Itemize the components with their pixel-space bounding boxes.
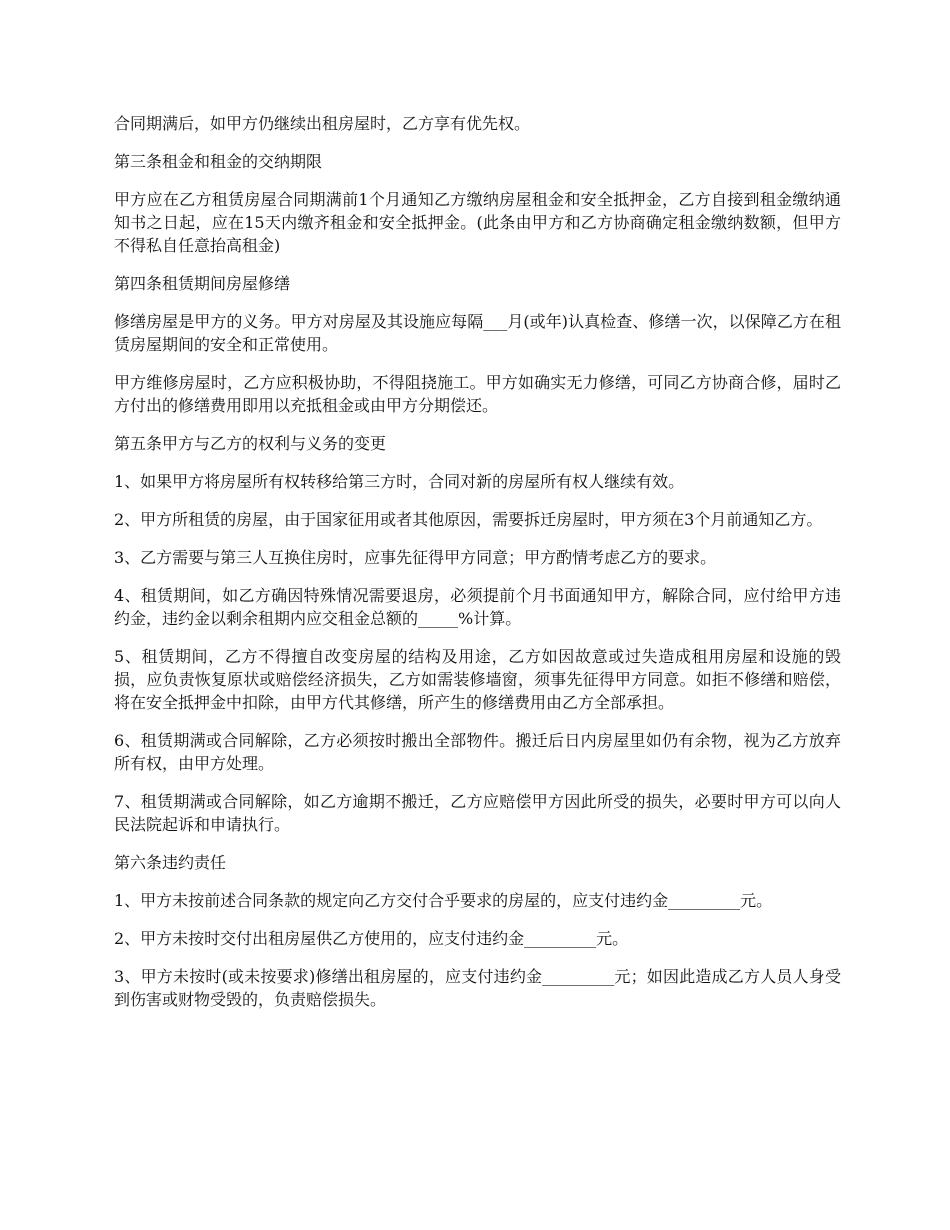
clause-5-6: 6、租赁期满或合同解除，乙方必须按时搬出全部物件。搬迁后日内房屋里如仍有余物，视为乙方放弃所有权，由甲方处理。 [114, 731, 841, 773]
clause-5-2: 2、甲方所租赁的房屋，由于国家征用或者其他原因，需要拆迁房屋时，甲方须在3个月前通知乙方。 [114, 510, 823, 529]
clause-6-2: 2、甲方未按时交付出租房屋供乙方使用的，应支付违约金_________元。 [114, 929, 629, 948]
heading-article-4: 第四条租赁期间房屋修缮 [114, 274, 291, 293]
clause-5-4: 4、租赁期间，如乙方确因特殊情况需要退房，必须提前个月书面通知甲方，解除合同，应付给甲方违约金，违约金以剩余租期内应交租金总额的_____%计算。 [114, 586, 841, 628]
clause-5-7: 7、租赁期满或合同解除，如乙方逾期不搬迁，乙方应赔偿甲方因此所受的损失，必要时甲方可以向人民法院起诉和申请执行。 [114, 792, 841, 834]
paragraph-rent-payment: 甲方应在乙方租赁房屋合同期满前1个月通知乙方缴纳房屋租金和安全抵押金，乙方自接到租金缴纳通知书之日起，应在15天内缴齐租金和安全抵押金。(此条由甲方和乙方协商确定租金缴纳数额，但甲方不得私自任意抬高租金) [114, 190, 841, 255]
paragraph-repair-duty: 修缮房屋是甲方的义务。甲方对房屋及其设施应每隔___月(或年)认真检查、修缮一次，以保障乙方在租赁房屋期间的安全和正常使用。 [114, 312, 841, 354]
clause-5-5: 5、租赁期间，乙方不得擅自改变房屋的结构及用途，乙方如因故意或过失造成租用房屋和设施的毁损，应负责恢复原状或赔偿经济损失，乙方如需装修墙窗，须事先征得甲方同意。如拒不修缮和赔偿，将在安全抵押金中扣除，由甲方代其修缮，所产生的修缮费用由乙方全部承担。 [114, 647, 841, 712]
clause-6-3: 3、甲方未按时(或未按要求)修缮出租房屋的，应支付违约金_________元；如因此造成乙方人员人身受到伤害或财物受毁的，负责赔偿损失。 [114, 967, 841, 1009]
document-body [114, 112, 841, 1026]
clause-5-3: 3、乙方需要与第三人互换住房时，应事先征得甲方同意；甲方酌情考虑乙方的要求。 [114, 548, 717, 567]
heading-article-3: 第三条租金和租金的交纳期限 [114, 152, 323, 171]
paragraph-priority-right: 合同期满后，如甲方仍继续出租房屋时，乙方享有优先权。 [114, 114, 531, 133]
clause-5-1: 1、如果甲方将房屋所有权转移给第三方时，合同对新的房屋所有权人继续有效。 [114, 472, 685, 491]
clause-6-1: 1、甲方未按前述合同条款的规定向乙方交付合乎要求的房屋的，应支付违约金_________元。 [114, 891, 773, 910]
paragraph-repair-cooperation: 甲方维修房屋时，乙方应积极协助，不得阻挠施工。甲方如确实无力修缮，可同乙方协商合修，届时乙方付出的修缮费用即用以充抵租金或由甲方分期偿还。 [114, 373, 841, 415]
heading-article-5: 第五条甲方与乙方的权利与义务的变更 [114, 434, 387, 453]
heading-article-6: 第六条违约责任 [114, 853, 227, 872]
